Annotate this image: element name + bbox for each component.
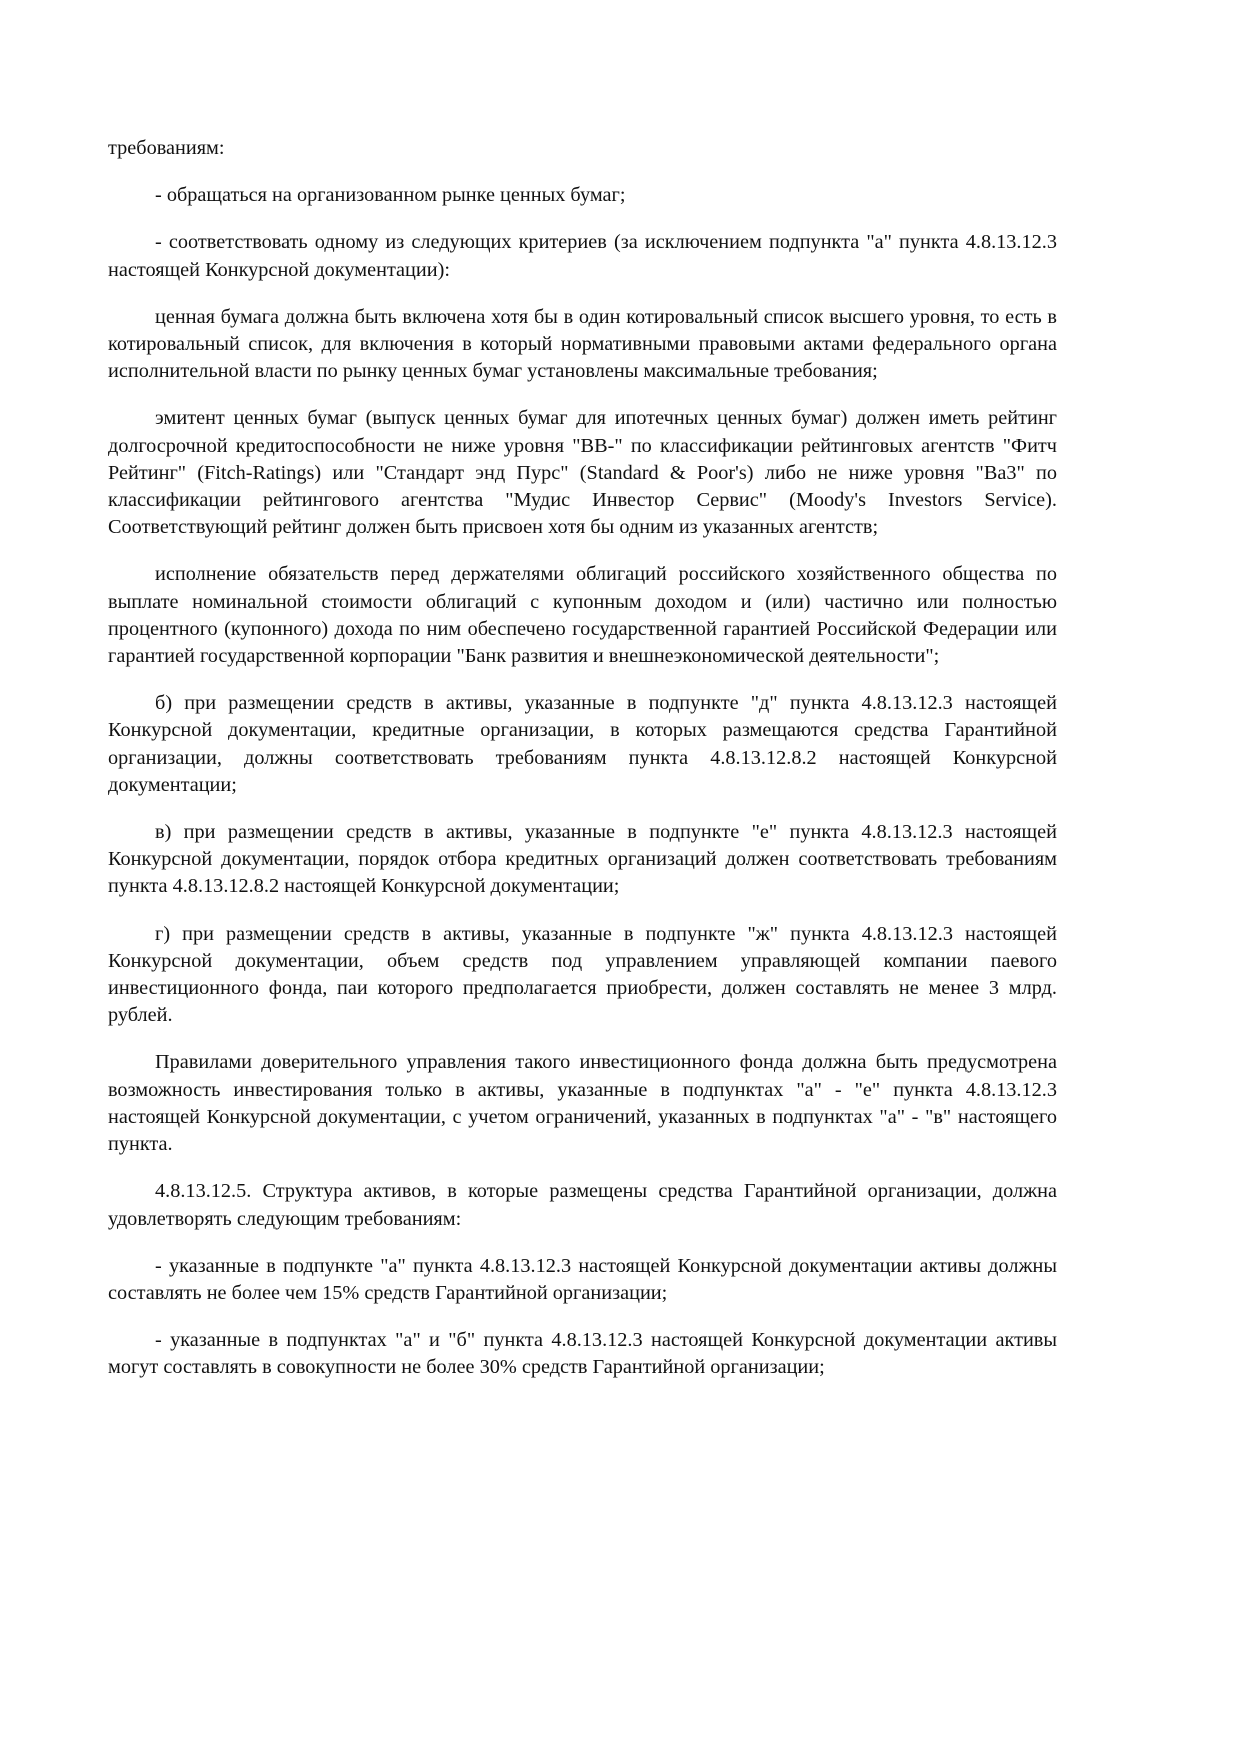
paragraph-limit-15-percent: - указанные в подпункте "а" пункта 4.8.13.12.3 настоящей Конкурсной документации активы должны составлять не более чем 15% средств Гарантийной организации; (108, 1254, 1057, 1304)
paragraph-quotation-list: ценная бумага должна быть включена хотя бы в один котировальный список высшего уровня, то есть в котировальный список, для включения в который нормативными правовыми актами федерального органа исполнительной власти по рынку ценных бумаг установлены максимальные требования; (108, 305, 1057, 383)
paragraph-continuation: требованиям: (108, 137, 225, 159)
paragraph-limit-30-percent: - указанные в подпунктах "а" и "б" пункта 4.8.13.12.3 настоящей Конкурсной документации активы могут составлять в совокупности не более 30% средств Гарантийной организации; (108, 1329, 1057, 1379)
paragraph-item-b: б) при размещении средств в активы, указанные в подпункте "д" пункта 4.8.13.12.3 настоящей Конкурсной документации, кредитные организации, в которых размещаются средства Гарантийной организации, должны соответствовать требованиям пункта 4.8.13.12.8.2 настоящей Конкурсной документации; (108, 692, 1057, 796)
paragraph-issuer-rating: эмитент ценных бумаг (выпуск ценных бумаг для ипотечных ценных бумаг) должен иметь рейтинг долгосрочной кредитоспособности не ниже уровня "ВВ-" по классификации рейтинговых агентств "Фитч Рейтинг" (Fitch-Ratings) или "Стандарт энд Пурс" (Standard & Poor's) либо не ниже уровня "Ва3" по классификации рейтингового агентства "Мудис Инвестор Сервис" (Moody's Investors Service). Соответствующий рейтинг должен быть присвоен хотя бы одним из указанных агентств; (108, 407, 1057, 539)
paragraph-organized-market: - обращаться на организованном рынке ценных бумаг; (155, 184, 626, 207)
paragraph-section-4-8-13-12-5: 4.8.13.12.5. Структура активов, в которые размещены средства Гарантийной организации, должна удовлетворять следующим требованиям: (108, 1180, 1057, 1230)
paragraph-item-g: г) при размещении средств в активы, указанные в подпункте "ж" пункта 4.8.13.12.3 настоящей Конкурсной документации, объем средств под управлением управляющей компании паевого инвестиционного фонда, паи которого предполагается приобрести, должен составлять не менее 3 млрд. рублей. (108, 922, 1057, 1027)
document-page (108, 135, 1057, 1402)
paragraph-trust-rules: Правилами доверительного управления такого инвестиционного фонда должна быть предусмотрена возможность инвестирования только в активы, указанные в подпунктах "а" - "е" пункта 4.8.13.12.3 настоящей Конкурсной документации, с учетом ограничений, указанных в подпунктах "а" - "в" настоящего пункта. (108, 1051, 1057, 1156)
paragraph-criteria-intro: - соответствовать одному из следующих критериев (за исключением подпункта "а" пункта 4.8.13.12.3 настоящей Конкурсной документации): (108, 231, 1057, 281)
paragraph-item-v: в) при размещении средств в активы, указанные в подпункте "е" пункта 4.8.13.12.3 настоящей Конкурсной документации, порядок отбора кредитных организаций должен соответствовать требованиям пункта 4.8.13.12.8.2 настоящей Конкурсной документации; (108, 821, 1057, 898)
paragraph-state-guarantee: исполнение обязательств перед держателями облигаций российского хозяйственного общества по выплате номинальной стоимости облигаций с купонным доходом и (или) частично или полностью процентного (купонного) дохода по ним обеспечено государственной гарантией Российской Федерации или гарантией государственной корпорации "Банк развития и внешнеэкономической деятельности"; (108, 563, 1057, 668)
